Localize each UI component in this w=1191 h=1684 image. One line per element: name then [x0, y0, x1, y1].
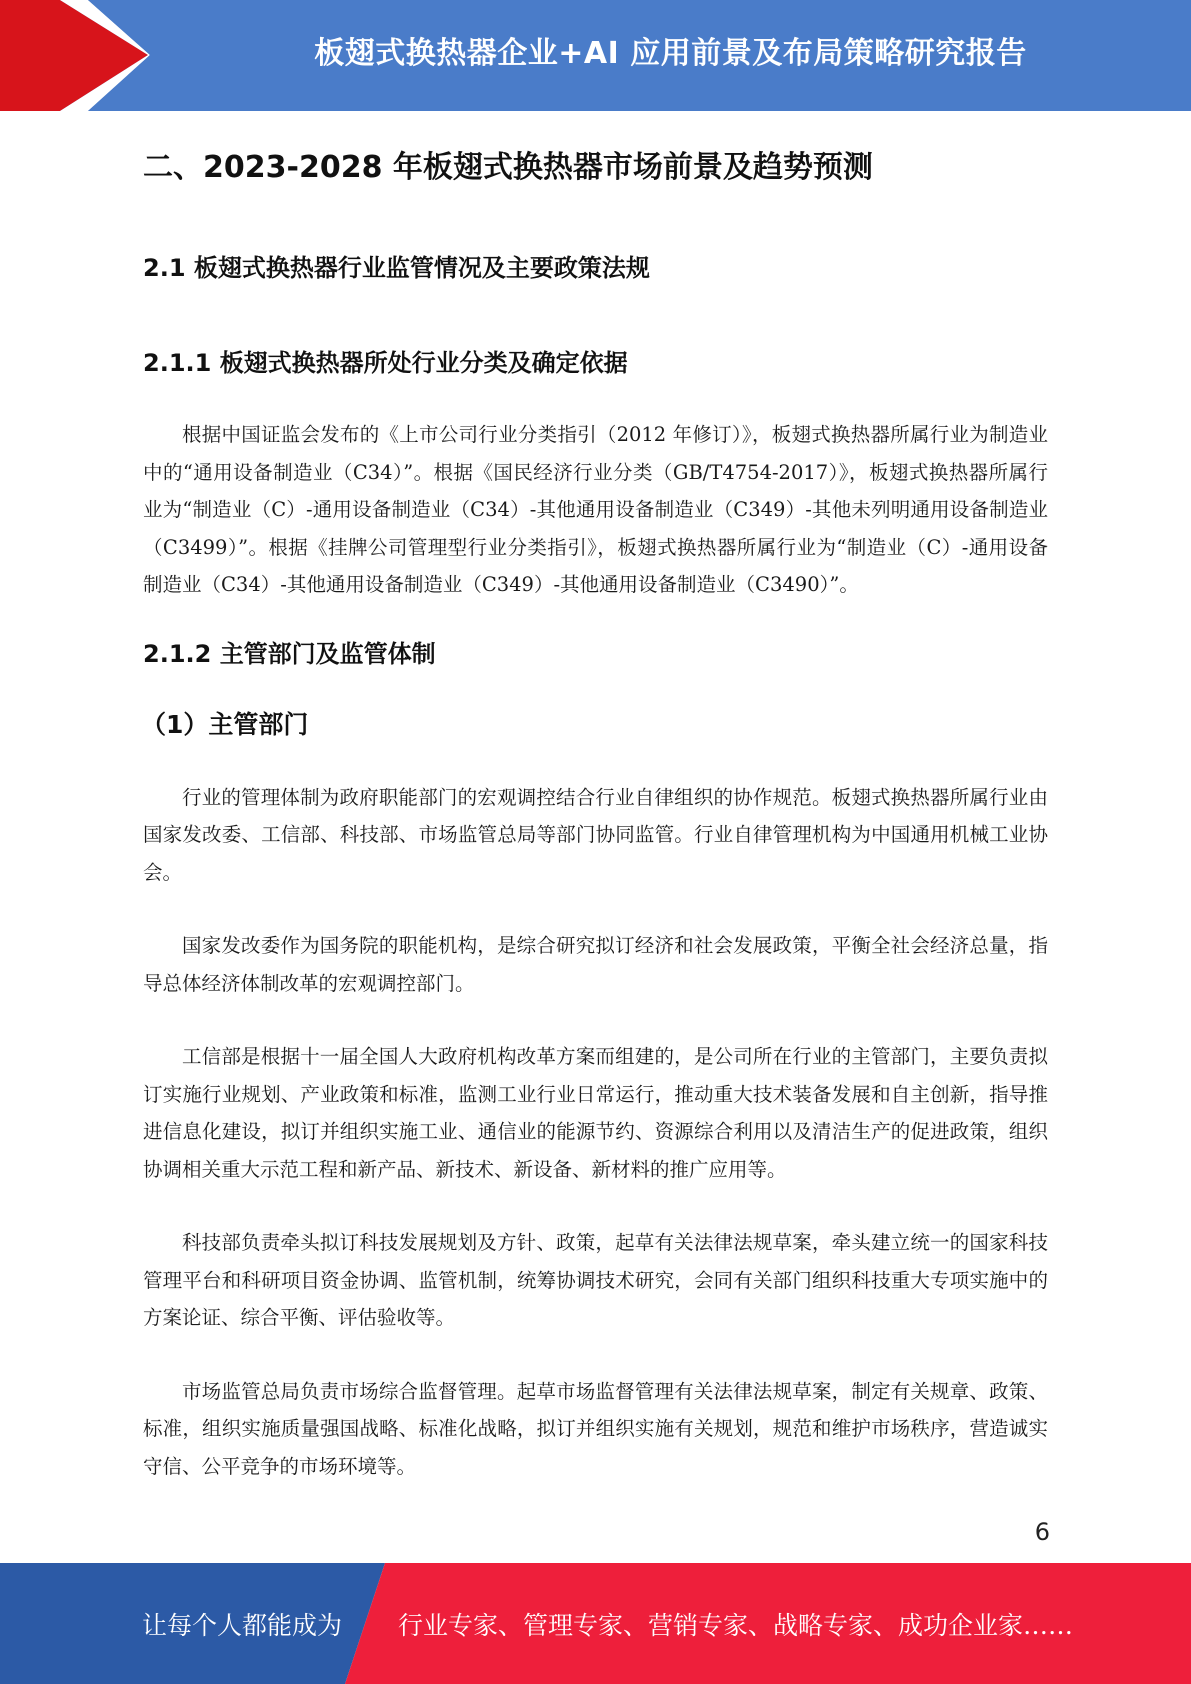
footer-slogan-left: 让每个人都能成为 [142, 1610, 343, 1640]
main-content [143, 130, 1048, 1485]
subsubsection-heading-2: 2.1.2 主管部门及监管体制 [143, 639, 436, 668]
item-heading-departments: （1）主管部门 [141, 709, 309, 739]
page-number: 6 [1034, 1518, 1050, 1546]
header-arrow-shape [0, 0, 160, 111]
subsection-heading: 2.1 板翅式换热器行业监管情况及主要政策法规 [143, 254, 650, 282]
footer-slogan-right: 行业专家、管理专家、营销专家、战略专家、成功企业家…… [398, 1610, 1074, 1640]
subsubsection-heading-1: 2.1.1 板翅式换热器所处行业分类及确定依据 [143, 349, 628, 377]
paragraph-most: 科技部负责牵头拟订科技发展规划及方针、政策，起草有关法律法规草案，牵头建立统一的国家科技管理平台和科研项目资金协调、监管机制，统筹协调技术研究，会同有关部门组织科技重大专项实施中的方案论证、综合平衡、评估验收等。 [143, 1231, 1048, 1329]
paragraph-management-system: 行业的管理体制为政府职能部门的宏观调控结合行业自律组织的协作规范。板翅式换热器所属行业由国家发改委、工信部、科技部、市场监管总局等部门协同监管。行业自律管理机构为中国通用机械工业协会。 [143, 785, 1048, 884]
paragraph-ndrc: 国家发改委作为国务院的职能机构，是综合研究拟订经济和社会发展政策，平衡全社会经济总量，指导总体经济体制改革的宏观调控部门。 [143, 934, 1048, 995]
footer-band [0, 1563, 1191, 1684]
paragraph-miit: 工信部是根据十一届全国人大政府机构改革方案而组建的，是公司所在行业的主管部门，主要负责拟订实施行业规划、产业政策和标准，监测工业行业日常运行，推动重大技术装备发展和自主创新，指导推进信息化建设，拟订并组织实施工业、通信业的能源节约、资源综合利用以及清洁生产的促进政策，组织协调相关重大示范工程和新产品、新技术、新设备、新材料的推广应用等。 [143, 1045, 1048, 1181]
section-heading: 二、2023-2028 年板翅式换热器市场前景及趋势预测 [143, 150, 873, 185]
report-title: 板翅式换热器企业+AI 应用前景及布局策略研究报告 [314, 36, 1027, 71]
paragraph-classification: 根据中国证监会发布的《上市公司行业分类指引（2012 年修订）》，板翅式换热器所属行业为制造业中的“通用设备制造业（C34）”。根据《国民经济行业分类（GB/T4754-2017）》，板翅式换热器所属行业为“制造业（C）-通用设备制造业（C34）-其他通用设备制造业（C349）-其他未列明通用设备制造业（C3499）”。根据《挂牌公司管理型行业分类指引》，板翅式换热器所属行业为“制造业（C）-通用设备制造业（C34）-其他通用设备制造业（C349）-其他通用设备制造业（C3490）”。 [143, 423, 1048, 596]
paragraph-samr: 市场监管总局负责市场综合监督管理。起草市场监督管理有关法律法规草案，制定有关规章、政策、标准，组织实施质量强国战略、标准化战略，拟订并组织实施有关规划，规范和维护市场秩序，营造诚实守信、公平竞争的市场环境等。 [143, 1379, 1048, 1478]
header-band [0, 0, 1191, 111]
